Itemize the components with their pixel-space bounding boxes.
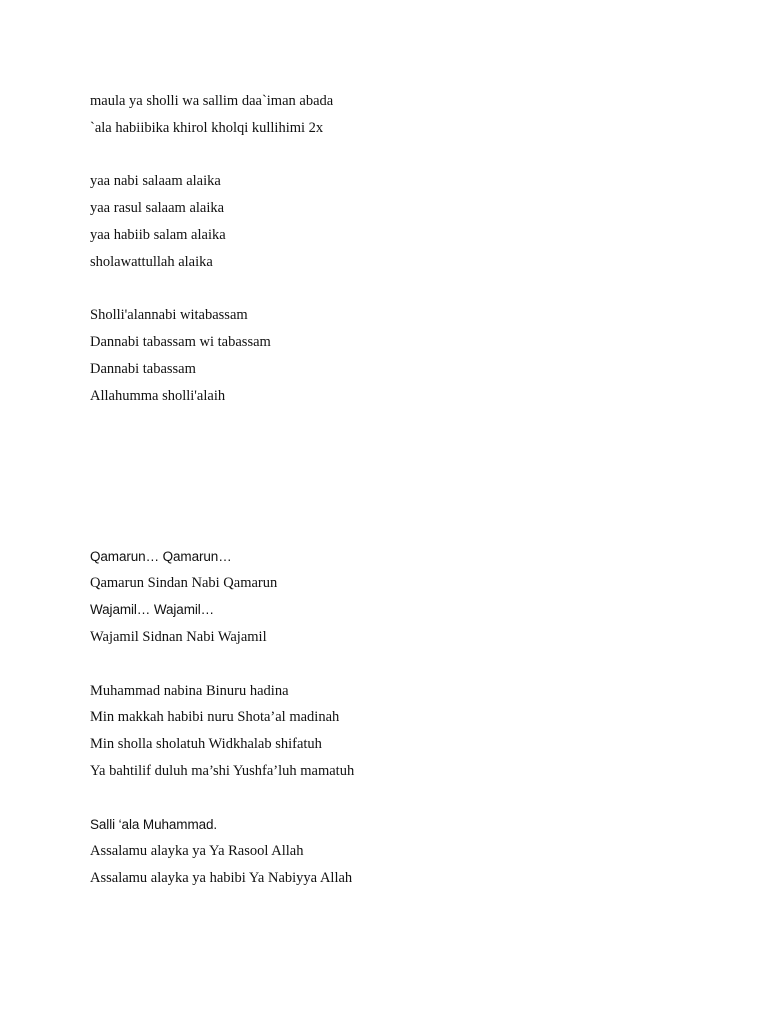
stanza-spacer	[90, 785, 730, 812]
stanza-1	[90, 88, 730, 142]
text-line: sholawattullah alaika	[90, 253, 213, 270]
text-line: Dannabi tabassam wi tabassam	[90, 334, 271, 351]
stanza-spacer	[90, 142, 730, 169]
stanza-4	[90, 544, 730, 651]
text-line: Sholli'alannabi witabassam	[90, 307, 248, 324]
text-line: Min makkah habibi nuru Shota’al madinah	[90, 709, 340, 726]
text-line: Min sholla sholatuh Widkhalab shifatuh	[90, 736, 322, 753]
text-line: Ya bahtilif duluh ma’shi Yushfa’luh mamatuh	[90, 762, 355, 779]
stanza-spacer	[90, 276, 730, 303]
text-line: Assalamu alayka ya habibi Ya Nabiyya Allah	[90, 870, 353, 887]
stanza-6	[90, 812, 730, 892]
section-spacer	[90, 410, 730, 544]
text-line: yaa habiib salam alaika	[90, 226, 226, 243]
document-page	[90, 88, 730, 892]
stanza-2	[90, 168, 730, 275]
text-line: Wajamil Sidnan Nabi Wajamil	[90, 628, 267, 645]
text-line: Wajamil… Wajamil…	[90, 602, 215, 618]
text-line: Salli ‘ala Muhammad.	[90, 816, 218, 832]
text-line: Qamarun Sindan Nabi Qamarun	[90, 575, 278, 592]
stanza-5	[90, 678, 730, 785]
text-line: Allahumma sholli'alaih	[90, 387, 226, 404]
text-line: Muhammad nabina Binuru hadina	[90, 682, 289, 699]
text-line: Dannabi tabassam	[90, 360, 196, 377]
stanza-spacer	[90, 651, 730, 678]
text-line: Qamarun… Qamarun…	[90, 548, 232, 564]
text-line: yaa nabi salaam alaika	[90, 173, 221, 190]
text-line: Assalamu alayka ya Ya Rasool Allah	[90, 843, 304, 860]
text-line: maula ya sholli wa sallim daa`iman abada	[90, 93, 334, 109]
stanza-3	[90, 302, 730, 409]
text-line: yaa rasul salaam alaika	[90, 200, 225, 217]
text-line: `ala habiibika khirol kholqi kullihimi 2x	[90, 119, 324, 136]
